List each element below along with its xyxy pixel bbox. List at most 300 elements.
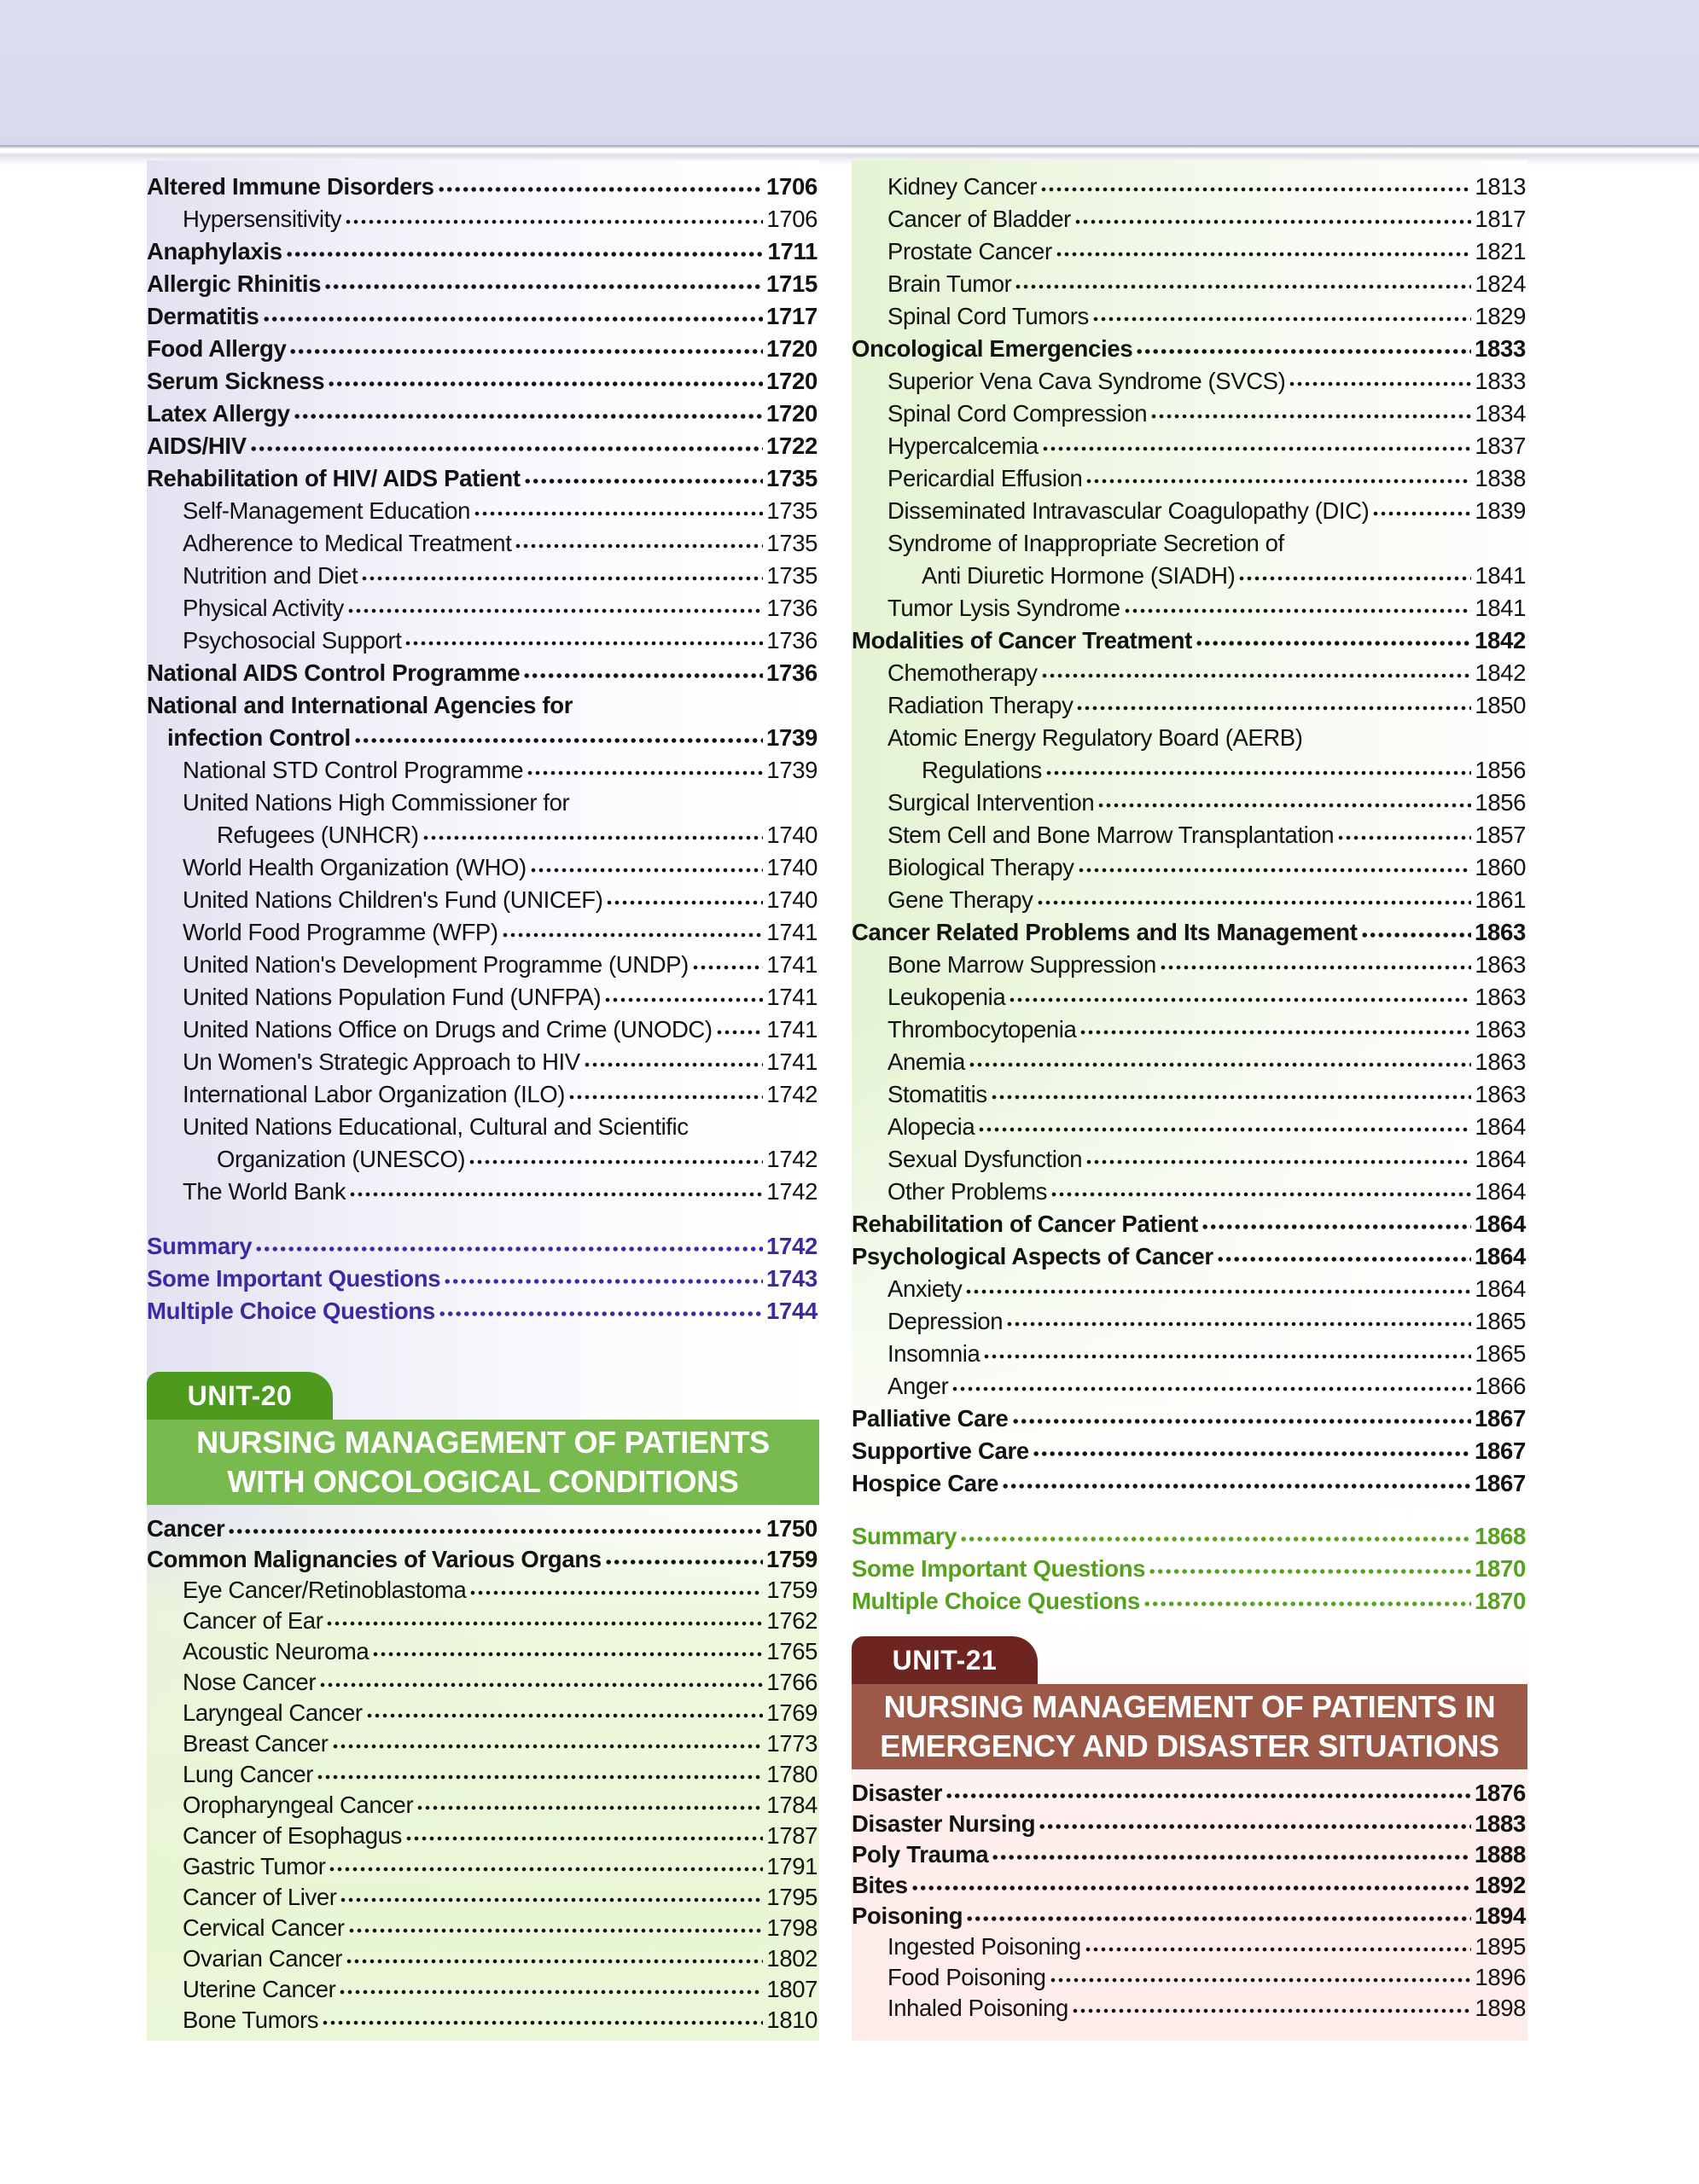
toc-entry-label: Adherence to Medical Treatment [183,530,512,556]
toc-entry [147,1821,819,1851]
toc-entry-label: National AIDS Control Programme [147,659,521,686]
toc-entry-page: 1810 [766,2007,817,2033]
toc-entry-page: 1870 [1475,1555,1526,1582]
toc-entry-label: United Nations Children's Fund (UNICEF) [183,886,603,913]
leader-dots [1362,932,1471,938]
toc-entry-page: 1864 [1475,1178,1526,1205]
toc-entry-page: 1720 [766,335,817,362]
leader-dots [256,1246,763,1252]
leader-dots [693,965,764,970]
leader-dots [1007,1321,1471,1327]
toc-entry-label: Physical Activity [183,595,344,621]
toc-entry-page: 1807 [766,1976,817,2002]
leader-dots [966,1289,1471,1294]
toc-entry [852,624,1527,657]
toc-entry-page: 1824 [1475,270,1526,297]
leader-dots [1098,803,1471,808]
toc-entry-page: 1839 [1475,497,1526,524]
toc-entry-label: Hypersensitivity [183,206,342,232]
toc-entry-page: 1715 [766,270,817,297]
toc-entry-page: 1857 [1475,822,1526,848]
toc-entry-label: Stomatitis [887,1081,987,1107]
toc-entry [852,495,1527,527]
toc-entry-page: 1741 [766,951,817,978]
toc-entry [147,235,819,268]
leader-dots [1077,706,1471,711]
toc-entry [852,1993,1527,2024]
toc-entry [852,1778,1527,1809]
toc-entry-page: 1742 [766,1178,817,1205]
leader-dots [406,1836,764,1841]
leader-dots [1218,1257,1471,1262]
leader-dots [1010,997,1471,1002]
toc-entry [852,1467,1527,1500]
toc-entry-label: Alopecia [887,1113,975,1140]
toc-entry-label: Stem Cell and Bone Marrow Transplantation [887,822,1335,848]
toc-entry [852,1435,1527,1467]
toc-entry-label: Inhaled Poisoning [887,1995,1068,2021]
toc-entry-label: Summary [852,1523,957,1549]
toc-entry [147,1728,819,1759]
leader-dots [606,1560,763,1565]
toc-entry-label: Brain Tumor [887,270,1012,297]
toc-entry-label: Sexual Dysfunction [887,1146,1083,1172]
leader-dots [1137,349,1471,354]
toc-entry [852,754,1527,787]
toc-entry [147,657,819,689]
leader-dots [325,284,763,289]
unit-title-line1: NURSING MANAGEMENT OF PATIENTS IN [883,1689,1496,1724]
toc-entry-page: 1735 [766,530,817,556]
toc-entry-page: 1864 [1475,1113,1526,1140]
leader-dots [264,317,764,322]
toc-entry [147,1882,819,1913]
toc-entry [147,949,819,981]
toc-entry-page: 1863 [1475,1048,1526,1075]
leader-dots [969,1062,1472,1067]
toc-entry-page: 1856 [1475,757,1526,783]
toc-entry [852,560,1527,592]
leader-dots [1093,317,1472,322]
toc-entry-label: Refugees (UNHCR) [217,822,419,848]
toc-entry-page: 1898 [1475,1995,1526,2021]
leader-dots [1151,414,1471,419]
toc-entry-label: World Food Programme (WFP) [183,919,498,945]
leader-dots [373,1652,763,1657]
leader-dots [1125,608,1472,613]
toc-entry [852,884,1527,916]
unit-section-header [147,1372,819,1505]
toc-entry [852,171,1527,203]
toc-entry-page: 1766 [766,1669,817,1695]
toc-entry-label: Lung Cancer [183,1761,314,1787]
leader-dots [992,1095,1472,1100]
leader-dots [362,576,763,581]
leader-dots [340,1897,763,1902]
toc-entry-label: Acoustic Neuroma [183,1638,369,1664]
toc-entry [852,657,1527,689]
toc-entry-page: 1759 [766,1546,817,1572]
toc-entry-page: 1784 [766,1792,817,1818]
toc-entry-label: Anxiety [887,1275,963,1302]
toc-entry-page: 1765 [766,1638,817,1664]
toc-entry-page: 1883 [1475,1810,1526,1837]
toc-entry-label: National STD Control Programme [183,757,524,783]
toc-entry-label: AIDS/HIV [147,433,247,459]
toc-entry-label: Modalities of Cancer Treatment [852,627,1193,653]
toc-entry [852,235,1527,268]
toc-entry [147,754,819,787]
toc-entry [147,527,819,560]
toc-entry-page: 1865 [1475,1308,1526,1334]
toc-entry [147,333,819,365]
leader-dots [367,1713,764,1718]
toc-entry-page: 1743 [766,1265,817,1292]
leader-dots [340,1989,763,1995]
toc-entry [147,819,819,851]
leader-dots [317,1774,763,1780]
unit-badge: UNIT-21 [852,1636,1038,1684]
toc-entry [852,203,1527,235]
toc-entry [147,1698,819,1728]
leader-dots [423,835,764,840]
toc-entry-label: Self-Management Education [183,497,471,524]
toc-entry-label: The World Bank [183,1178,346,1205]
toc-entry-label: Cancer of Ear [183,1607,323,1634]
leader-dots [287,252,765,257]
toc-entry-page: 1833 [1475,335,1526,362]
leader-dots [961,1536,1471,1542]
toc-entry [147,560,819,592]
toc-entry [852,1370,1527,1403]
toc-entry [852,1111,1527,1143]
leader-dots [323,2020,763,2025]
toc-entry-label: Altered Immune Disorders [147,173,434,200]
leader-dots [1202,1224,1471,1229]
toc-entry [147,1014,819,1046]
leader-dots [531,868,764,873]
toc-entry-page: 1817 [1475,206,1526,232]
toc-entry-label: Bites [852,1872,908,1898]
toc-entry-label: Ingested Poisoning [887,1933,1081,1960]
leader-dots [469,1159,763,1165]
leader-dots [1149,1569,1471,1574]
toc-entry [147,1575,819,1606]
toc-entry-page: 1896 [1475,1964,1526,1990]
leader-dots [1080,1030,1471,1035]
leader-dots [515,543,763,549]
toc-left-column [147,160,819,2041]
toc-entry-page: 1759 [766,1577,817,1603]
toc-entry [852,1809,1527,1839]
leader-dots [439,187,763,192]
leader-dots [251,446,763,451]
toc-entry-label: Psychological Aspects of Cancer [852,1243,1213,1269]
toc-entry [147,462,819,495]
leader-dots [1079,868,1472,873]
toc-entry-label: Spinal Cord Tumors [887,303,1089,329]
toc-entry-page: 1813 [1475,173,1526,200]
toc-entry [147,787,819,819]
toc-entry [147,1636,819,1667]
toc-entry-page: 1787 [766,1822,817,1849]
toc-entry [147,1263,819,1295]
leader-dots [445,1279,763,1284]
toc-entry [147,851,819,884]
toc-entry-page: 1735 [766,465,817,491]
toc-entry-page: 1842 [1475,659,1526,686]
toc-entry-label: Laryngeal Cancer [183,1699,363,1726]
toc-entry [147,1913,819,1943]
toc-entry-label: Nose Cancer [183,1669,317,1695]
toc-entry [147,1143,819,1176]
toc-entry [147,171,819,203]
spacer [147,1208,819,1230]
toc-entry-label: Prostate Cancer [887,238,1052,264]
leader-dots [1051,1192,1471,1197]
leader-dots [1033,1451,1471,1456]
toc-entry-label: Breast Cancer [183,1730,329,1757]
toc-entry [852,1403,1527,1435]
toc-entry-page: 1798 [766,1914,817,1941]
toc-entry [852,1338,1527,1370]
toc-entry-label: Gene Therapy [887,886,1033,913]
toc-entry-page: 1863 [1475,919,1526,945]
toc-entry-page: 1739 [766,757,817,783]
toc-entry-page: 1742 [766,1233,817,1259]
toc-entry-page: 1863 [1475,984,1526,1010]
toc-entry-label: Regulations [922,757,1042,783]
toc-entry-page: 1864 [1475,1275,1526,1302]
leader-dots [1039,1824,1471,1829]
leader-dots [946,1793,1471,1798]
leader-dots [1056,252,1472,257]
spacer [852,1618,1527,1636]
spacer [147,1327,819,1372]
toc-entry [852,462,1527,495]
toc-entry-label: Radiation Therapy [887,692,1074,718]
leader-dots [1161,965,1472,970]
toc-entry-label: Summary [147,1233,253,1259]
toc-entry-label: Eye Cancer/Retinoblastoma [183,1577,467,1603]
toc-entry-page: 1888 [1475,1841,1526,1867]
toc-entry-page: 1720 [766,368,817,394]
toc-entry-label: Multiple Choice Questions [852,1588,1140,1614]
toc-entry [852,722,1527,754]
toc-entry-label: Multiple Choice Questions [147,1298,435,1324]
toc-entry-label: Gastric Tumor [183,1853,326,1879]
toc-right-column [852,160,1527,2041]
toc-entry [852,949,1527,981]
toc-entry-page: 1864 [1475,1146,1526,1172]
toc-entry [852,268,1527,300]
leader-dots [984,1354,1471,1359]
toc-entry-label: Cancer of Liver [183,1884,337,1910]
toc-entry-page: 1769 [766,1699,817,1726]
toc-entry-label: Spinal Cord Compression [887,400,1148,427]
toc-entry [147,1176,819,1208]
leader-dots [229,1529,763,1534]
toc-entry [147,916,819,949]
toc-entry [147,1943,819,1974]
toc-entry-label: Poisoning [852,1902,963,1929]
toc-entry [852,1208,1527,1240]
leader-dots [1196,641,1471,646]
header-band [0,0,1699,145]
toc-entry-page: 1841 [1475,562,1526,589]
toc-entry [147,884,819,916]
toc-entry [852,430,1527,462]
toc-entry-page: 1895 [1475,1933,1526,1960]
toc-entry [852,1240,1527,1273]
toc-entry [852,787,1527,819]
spacer [852,1500,1527,1520]
leader-dots [474,511,763,516]
toc-entry-label: Uterine Cancer [183,1976,336,2002]
leader-dots [320,1682,763,1687]
toc-entry [852,916,1527,949]
toc-entry-page: 1837 [1475,433,1526,459]
unit-title-line2: WITH ONCOLOGICAL CONDITIONS [227,1464,739,1499]
unit-title-line2: EMERGENCY AND DISASTER SITUATIONS [880,1728,1499,1763]
leader-dots [967,1916,1471,1921]
leader-dots [585,1062,764,1067]
unit-badge: UNIT-20 [147,1372,333,1420]
toc-entry-label: Hospice Care [852,1470,999,1496]
leader-dots [350,1192,763,1197]
toc-entry-page: 1740 [766,854,817,880]
toc-entry [147,1111,819,1143]
toc-entry [852,527,1527,560]
toc-entry-page: 1780 [766,1761,817,1787]
toc-entry-label: Some Important Questions [147,1265,441,1292]
toc-entry-page: 1741 [766,1048,817,1075]
toc-entry-label: Nutrition and Diet [183,562,358,589]
leader-dots [912,1885,1471,1891]
leader-dots [1085,1947,1472,1952]
leader-dots [1046,770,1472,775]
toc-entry-label: Insomnia [887,1340,980,1367]
toc-entry-label: Latex Allergy [147,400,290,427]
toc-entry-label: Anger [887,1373,949,1399]
toc-entry-page: 1860 [1475,854,1526,880]
toc-entry-page: 1868 [1475,1523,1526,1549]
toc-entry-page: 1856 [1475,789,1526,816]
toc-entry-label: Kidney Cancer [887,173,1038,200]
leader-dots [952,1386,1471,1391]
leader-dots [470,1590,763,1595]
leader-dots [439,1311,763,1316]
toc-entry-page: 1744 [766,1298,817,1324]
toc-entry [852,1305,1527,1338]
leader-dots [569,1095,763,1100]
toc-entry-page: 1894 [1475,1902,1526,1929]
toc-entry-label: Anti Diuretic Hormone (SIADH) [922,562,1236,589]
toc-entry-label: Disaster Nursing [852,1810,1036,1837]
toc-entry-page: 1739 [766,724,817,751]
leader-dots [992,1855,1471,1860]
leader-dots [1373,511,1471,516]
toc-entry-label: Dermatitis [147,303,259,329]
toc-entry-label: infection Control [167,724,351,751]
leader-dots [329,1867,763,1872]
toc-entry-label: United Nations High Commissioner for [183,789,570,816]
toc-entry-page: 1736 [766,627,817,653]
toc-entry-page: 1892 [1475,1872,1526,1898]
toc-entry-label: Surgical Intervention [887,789,1095,816]
toc-entry-label: Leukopenia [887,984,1006,1010]
toc-entry [147,365,819,398]
toc-entry [147,1230,819,1263]
toc-entry [852,689,1527,722]
leader-dots [346,1959,763,1964]
toc-entry-page: 1864 [1475,1211,1526,1237]
toc-entry-page: 1717 [766,303,817,329]
toc-entry-page: 1863 [1475,1016,1526,1043]
leader-dots [1013,1419,1471,1424]
toc-entry-page: 1736 [766,659,817,686]
toc-entry-label: World Health Organization (WHO) [183,854,527,880]
toc-entry-page: 1866 [1475,1373,1526,1399]
leader-dots [405,641,763,646]
toc-entry-page: 1741 [766,1016,817,1043]
unit-title-line1: NURSING MANAGEMENT OF PATIENTS [196,1425,770,1460]
leader-dots [524,673,763,678]
toc-entry [147,722,819,754]
toc-entry [852,1839,1527,1870]
unit-section-header [852,1636,1527,1769]
toc-entry-page: 1863 [1475,951,1526,978]
toc-entry-page: 1735 [766,562,817,589]
toc-entry-page: 1722 [766,433,817,459]
toc-entry [147,689,819,722]
toc-entry [852,1931,1527,1962]
toc-entry [147,1851,819,1882]
toc-entry-page: 1834 [1475,400,1526,427]
leader-dots [1289,381,1471,386]
toc-entry-label: Food Poisoning [887,1964,1046,1990]
toc-entry-page: 1762 [766,1607,817,1634]
toc-entry [147,268,819,300]
toc-entry-page: 1850 [1475,692,1526,718]
toc-entry [147,1295,819,1327]
leader-dots [1073,2008,1472,2013]
toc-entry [147,1046,819,1078]
toc-entry [852,981,1527,1014]
toc-entry [852,819,1527,851]
toc-entry [852,592,1527,624]
toc-entry [852,1176,1527,1208]
toc-entry-page: 1741 [766,919,817,945]
toc-entry-label: Thrombocytopenia [887,1016,1077,1043]
toc-entry-label: Other Problems [887,1178,1047,1205]
leader-dots [527,770,763,775]
toc-entry-label: Cancer [147,1515,225,1542]
toc-entry-page: 1740 [766,886,817,913]
toc-entry-label: Psychosocial Support [183,627,402,653]
toc-entry-label: United Nations Office on Drugs and Crime (UNODC) [183,1016,713,1043]
toc-entry-label: Organization (UNESCO) [217,1146,466,1172]
leader-dots [1043,446,1472,451]
toc-entry [147,1606,819,1636]
toc-entry-page: 1706 [766,173,817,200]
toc-entry-label: Chemotherapy [887,659,1038,686]
toc-entry-label: Supportive Care [852,1438,1029,1464]
leader-dots [355,738,763,743]
toc-entry-label: Bone Marrow Suppression [887,951,1156,978]
toc-entry-page: 1833 [1475,368,1526,394]
toc-entry-label: Pericardial Effusion [887,465,1083,491]
